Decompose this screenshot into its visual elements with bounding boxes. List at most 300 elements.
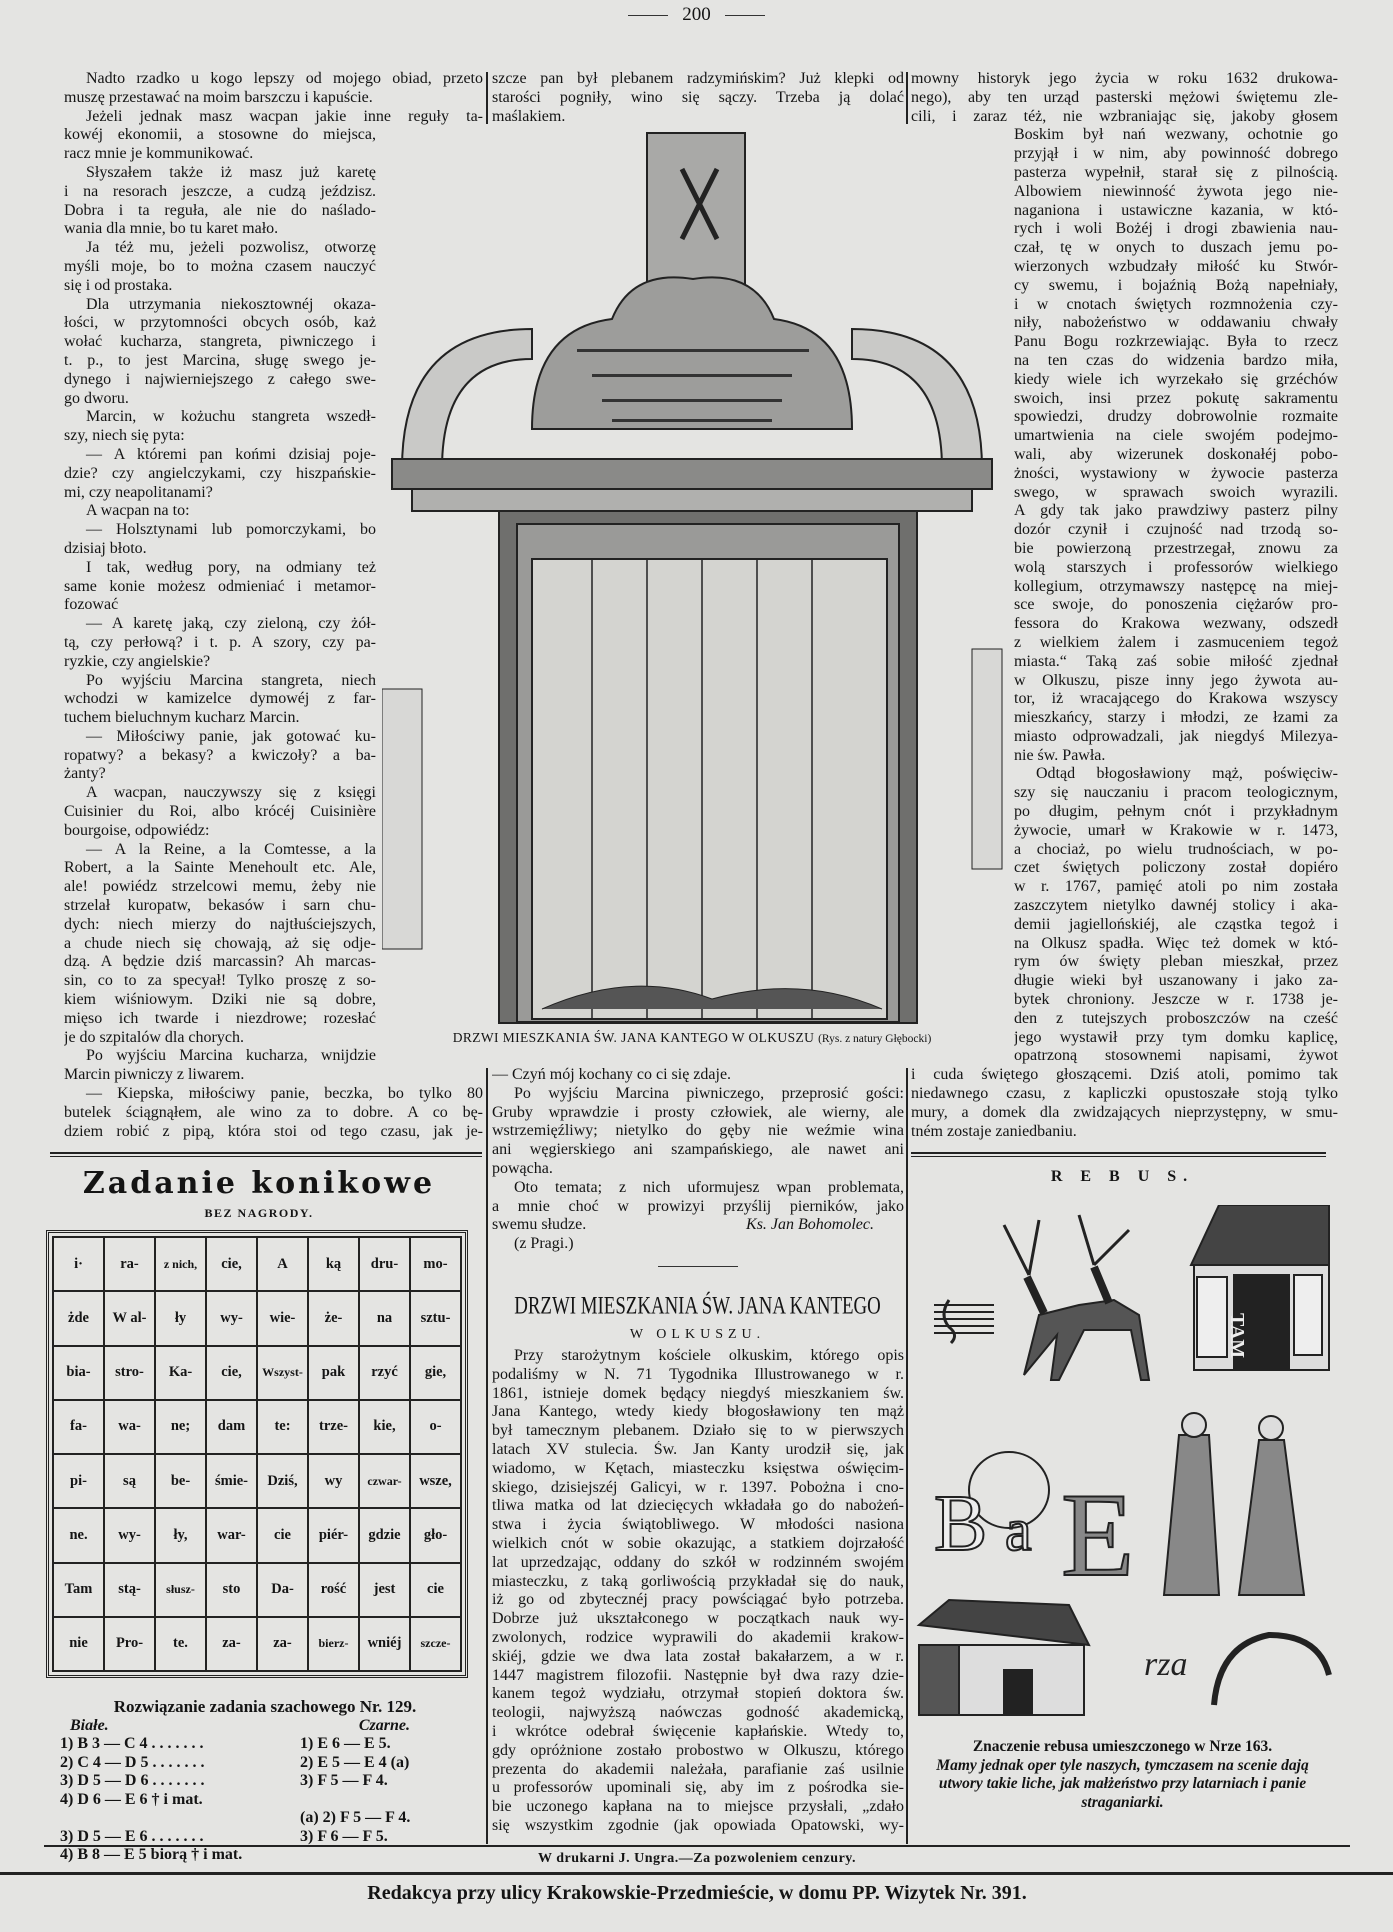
chess-move-white: 1) B 3 — C 4 . . . . . . . (60, 1735, 204, 1752)
editorial-address: Redakcya przy ulicy Krakowskie-Przedmieście, w domu PP. Wizytek Nr. 391. (367, 1882, 1027, 1904)
puzzle-cell: o- (410, 1400, 461, 1454)
paragraph (64, 239, 376, 295)
text-line: stwa i życia świątobliwego. W młodości nasiona (492, 1516, 904, 1534)
puzzle-row (53, 1237, 461, 1291)
puzzle-subtitle: BEZ NAGRODY. (204, 1206, 314, 1220)
column-rule (486, 1068, 488, 1844)
section-rule (911, 1156, 1326, 1157)
paragraph (492, 1179, 904, 1217)
paragraph (64, 446, 376, 502)
text-line: mi, czy neapolitanami? (64, 483, 213, 501)
chess-move-row (60, 1828, 470, 1847)
chess-move-black (300, 1791, 470, 1810)
rebus-suffix: rza (1144, 1646, 1188, 1683)
text-line: je do szpitalów dla chorych. (64, 1028, 244, 1046)
text-line: mięso ich twarde i niezdrowe; rozesłać (64, 1009, 376, 1027)
text-line: wolą starszych i professorów wielkiego (1014, 558, 1338, 576)
puzzle-cell: rzyć (359, 1346, 410, 1400)
text-line: rych i woli Bożéj i drogi zbawienia nau- (1014, 220, 1338, 238)
footer-rule (0, 1872, 1393, 1875)
paragraph (492, 1085, 904, 1179)
text-line: na Olkusz spadła. Więc też domek w któ- (1014, 934, 1338, 952)
middle-column-top (492, 70, 904, 126)
text-line: Dla utrzymania niekosztownéj okaza- (86, 295, 376, 313)
text-line: gdy opróżnione zostało probostwo w Olkuszu, którego (492, 1741, 904, 1759)
text-line: 1447 magistrem filozofii. Następnie był dwa razy dzie- (492, 1666, 904, 1684)
puzzle-cell: te: (257, 1400, 308, 1454)
chess-move-white: 2) C 4 — D 5 . . . . . . . (60, 1753, 205, 1771)
text-line: Nadto rzadko u kogo lepszy od mojego obiad, przeto (86, 70, 483, 87)
text-line: Robert, a la Sainte Menehoult etc. Ale, (64, 859, 376, 877)
text-line: czał, tę w onych to duszach jemu po- (1014, 239, 1338, 257)
puzzle-cell: pi- (53, 1454, 104, 1508)
closing-text: swemu słudze. (492, 1216, 587, 1234)
puzzle-cell: jest (359, 1563, 410, 1617)
paragraph (64, 841, 376, 1048)
text-line: racz mnie je kommunikować. (64, 145, 254, 163)
text-line: — A karetę jaką, czy zieloną, czy żół- (86, 615, 376, 633)
puzzle-cell: wy- (104, 1508, 155, 1562)
knight-puzzle-table (46, 1230, 468, 1678)
text-line: nego), aby ten urząd pasterski mężowi świętemu zle- (911, 88, 1338, 106)
text-line: szy, niech się pyta: (64, 427, 185, 445)
text-line: wierzonych wzbudzały miłość ku Stwór- (1014, 257, 1338, 275)
text-line: mury, a domek dla zwidzających nieprzystępny, w smu- (911, 1103, 1338, 1121)
text-line: powącha. (492, 1159, 553, 1177)
text-line: latach XV stulecia. Św. Jan Kanty urodził się, jak (492, 1440, 904, 1458)
left-column-wrapped-text (64, 126, 376, 1085)
text-line: w r. 1767, pamięć atoli po nim została (1014, 878, 1338, 896)
puzzle-cell: cie, (206, 1237, 257, 1291)
text-line: A gdy tak jako prawdziwy pasterz pilny (1014, 502, 1338, 520)
chess-move-black: 2) E 5 — E 4 (a) (300, 1753, 410, 1771)
text-line: Oto temata; z nich uformujesz wpan problemata, (514, 1178, 904, 1196)
white-label: Białe. (70, 1716, 109, 1734)
text-line: zwolonych, rodzice wyprawili do akademii krakow- (492, 1628, 904, 1646)
text-line: czet świętych policzony został dopiéro (1014, 859, 1338, 877)
text-line: — A la Reine, a la Comtesse, a la (86, 840, 376, 858)
text-line: kiem wiśniowym. Dziki nie są dobre, (64, 991, 376, 1009)
article-title: DRZWI MIESZKANIA ŚW. JANA KANTEGO (514, 1292, 881, 1319)
door-engraving (382, 129, 1004, 1028)
puzzle-cell: wy- (206, 1291, 257, 1345)
rebus-door-word: TAM (1226, 1313, 1248, 1359)
paragraph (64, 615, 376, 671)
puzzle-cell: śmie- (206, 1454, 257, 1508)
text-line: Odtąd błogosławiony mąż, poświęciw- (1036, 765, 1338, 783)
text-line: Albowiem niewinność żywota jego nie- (1014, 182, 1338, 200)
text-line: — Miłościwy panie, jak gotować ku- (86, 727, 376, 745)
puzzle-cell: cie, (206, 1346, 257, 1400)
text-line: się wszystkim zgodnie (jak opowiada Opatowski, wy- (492, 1816, 904, 1834)
text-line: Jana Kantego, wtedy kiedy błogosławiony ten mąż (492, 1403, 904, 1421)
text-line: starości pogniły, wino się sączy. Trzeba ją dolać (492, 88, 904, 106)
text-line: a mnie choć w prowizyi przyślij pierników, jako (492, 1197, 904, 1215)
text-line: swoich, insi przez pokutę sakramentu (1014, 389, 1338, 407)
text-line: sin, co to za specyał! Tylko proszę z so- (64, 972, 376, 990)
source-note: (z Pragi.) (514, 1235, 574, 1253)
text-line: niły, nabożeństwo w oddawaniu chwały (1014, 314, 1338, 332)
right-column-top-text (911, 70, 1338, 126)
text-line: bourgoise, odpowiédz: (64, 821, 210, 839)
text-line: maślakiem. (492, 107, 566, 125)
text-line: opatrzoną stosownemi napisami, żywot (1014, 1047, 1338, 1065)
text-line: prezenta do akademii należała, parafianie zaś usilnie (492, 1760, 904, 1778)
text-line: iż go od zbytecznéj pracy powściągać było potrzeba. (492, 1591, 904, 1609)
text-line: I tak, według pory, na odmiany też (86, 558, 376, 576)
column-rule (906, 72, 908, 124)
text-line: same konie możesz odmieniać i metamor- (64, 577, 376, 595)
paragraph (64, 126, 376, 164)
puzzle-cell: na (359, 1291, 410, 1345)
text-line: Boskim był nań wezwany, ochotnie go (1014, 126, 1338, 144)
text-line: jego wystawił przy tym domku kaplicę, (1014, 1028, 1338, 1046)
text-line: przyjął i w nim, aby powinność dobrego (1014, 145, 1338, 163)
text-line: mowny historyk jego życia w roku 1632 drukowa- (911, 70, 1338, 87)
text-line: — Czyń mój kochany co ci się zdaje. (492, 1066, 732, 1083)
puzzle-cell: sztu- (410, 1291, 461, 1345)
puzzle-cell: że- (308, 1291, 359, 1345)
text-line: den z tutejszych proboszczów na cześć (1014, 1009, 1338, 1027)
chess-move-row (60, 1754, 470, 1773)
text-line: dynego i najwierniejszego z całego swe- (64, 370, 376, 388)
puzzle-row (53, 1508, 461, 1562)
puzzle-cell: mo- (410, 1237, 461, 1291)
text-line: cy swemu, i bojaźnią Bożą napełniały, (1014, 276, 1338, 294)
puzzle-cell: żde (53, 1291, 104, 1345)
puzzle-cell: gdzie (359, 1508, 410, 1562)
head-icon (1214, 1635, 1329, 1705)
puzzle-cell: szcze- (410, 1617, 461, 1671)
chess-move-black: (a) 2) F 5 — F 4. (300, 1809, 411, 1826)
text-line: — A któremi pan końmi dzisiaj poje- (86, 445, 376, 463)
text-line: dzie? czy angielczykami, czy hiszpańskie- (64, 464, 376, 482)
text-line: dzisiaj błoto. (64, 539, 147, 557)
chess-move-white: 3) D 5 — D 6 . . . . . . . (60, 1772, 205, 1789)
right-column-bottom-text (911, 1066, 1338, 1141)
text-line: swego, w sprawach swoich wyrazili. (1014, 483, 1338, 501)
paragraph (64, 296, 376, 409)
text-line: Po wyjściu Marcina piwniczego, przeprosić gości: (514, 1084, 904, 1102)
puzzle-cell: słusz- (155, 1563, 206, 1617)
puzzle-cell: nie (53, 1617, 104, 1671)
text-line: demii jagiellońskiéj, ale cząstka tegoż i (1014, 915, 1338, 933)
text-line: wiadomo, w Kętach, miasteczku księstwa oświęcim- (492, 1459, 904, 1477)
text-line: strzelał kuropatw, bekasów i sarn chu- (64, 897, 376, 915)
article-body (492, 1347, 904, 1836)
puzzle-cell: wie- (257, 1291, 308, 1345)
text-line: bie powierzoną przestrzegał, znowu za (1014, 539, 1338, 557)
text-line: Dobrze już ukształconego w początkach nauk wy- (492, 1610, 904, 1628)
text-line: lat uprzedzając, oddany do szkół w rodzinném swojém (492, 1553, 904, 1571)
puzzle-row (53, 1617, 461, 1671)
paragraph (492, 70, 904, 126)
puzzle-cell: gło- (410, 1508, 461, 1562)
puzzle-cell: dam (206, 1400, 257, 1454)
text-line: żanty? (64, 765, 106, 783)
rebus-answer-heading: Znaczenie rebusa umieszczonego w Nrze 163. (972, 1738, 1273, 1755)
paragraph (492, 1066, 904, 1085)
text-line: ani węgierskiego ani szampańskiego, ale nawet ani (492, 1141, 904, 1159)
text-line: fozować (64, 596, 119, 614)
text-line: Panu Bogu rozkrzewiając. Była to rzecz (1014, 333, 1338, 351)
paragraph (64, 1047, 376, 1085)
wall-fragment (382, 689, 422, 949)
paragraph (1014, 765, 1338, 1066)
puzzle-cell: piér- (308, 1508, 359, 1562)
puzzle-cell: gie, (410, 1346, 461, 1400)
puzzle-cell: fa- (53, 1400, 104, 1454)
chess-move-row (60, 1809, 470, 1828)
text-line: spowiedzi, drudzy dobrowolnie rozmaite (1014, 408, 1338, 426)
chess-move-white: 3) D 5 — E 6 . . . . . . . (60, 1827, 204, 1845)
puzzle-cell: dru- (359, 1237, 410, 1291)
footer-rule (44, 1845, 1350, 1847)
puzzle-cell: sto (206, 1563, 257, 1617)
text-line: szcze pan był plebanem radzymińskim? Już klepki od (492, 70, 904, 87)
left-column-bottom-text (64, 1085, 483, 1141)
text-line: dziem robić z pipą, która stoi od tego czasu, jak je- (64, 1122, 483, 1140)
middle-column-letter-end (492, 1066, 904, 1267)
puzzle-cell: stro- (104, 1346, 155, 1400)
puzzle-cell: cie (257, 1508, 308, 1562)
text-line: t. p., to jest Marcina, sługę swego je- (64, 351, 376, 369)
text-line: skiego, dzisiejszéj Galicyi, w r. 1397. Pobożna i cno- (492, 1478, 904, 1496)
music-staff-icon (934, 1300, 994, 1343)
text-line: sce swoje, do ponoszenia ciężarów pro- (1014, 596, 1338, 614)
puzzle-cell: są (104, 1454, 155, 1508)
puzzle-cell: be- (155, 1454, 206, 1508)
chess-move-white: 4) B 8 — E 5 biorą † i mat. (60, 1846, 243, 1863)
puzzle-cell: rość (308, 1563, 359, 1617)
puzzle-cell: ne. (53, 1508, 104, 1562)
text-line: i na resorach jeszcze, a cudzą jeździsz. (64, 182, 376, 200)
text-line: wchodzi w kamizelce dymowéj z far- (64, 690, 376, 708)
puzzle-cell: te. (155, 1617, 206, 1671)
text-line: i cuda świętego głoszącemi. Dziś atoli, pomimo tak (911, 1066, 1338, 1084)
text-line: ropatwy? a bekasy? a kwiczoły? a ba- (64, 746, 376, 764)
puzzle-title: Zadanie konikowe (82, 1166, 436, 1201)
paragraph (492, 1347, 904, 1836)
text-line: długie wieki był uszanowany i jako za- (1014, 972, 1338, 990)
paragraph (64, 408, 376, 446)
puzzle-cell: cie (410, 1563, 461, 1617)
rebus-title: R E B U S. (1050, 1168, 1195, 1185)
puzzle-row (53, 1400, 461, 1454)
text-line: A wacpan na to: (86, 502, 190, 520)
text-line: się i od prostaka. (64, 276, 173, 294)
text-line: Po wyjściu Marcina stangreta, niech (86, 671, 376, 689)
printer-note: W drukarni J. Ungra.—Za pozwoleniem cenzury. (537, 1851, 857, 1866)
text-line: — Kiepska, miłościwy panie, beczka, bo tylko 80 (86, 1085, 483, 1103)
text-line: pasterza wypełnił, starał się z pilnością. (1014, 163, 1338, 181)
text-line: Jeżeli jednak masz wacpan jakie inne reguły ta- (86, 107, 483, 125)
puzzle-cell: kie, (359, 1400, 410, 1454)
text-line: zaszczytem nietylko dawnéj stolicy i aka- (1014, 897, 1338, 915)
puzzle-cell: i· (53, 1237, 104, 1291)
puzzle-cell: Pro- (104, 1617, 155, 1671)
text-line: miasteczku, z taką gorliwością przykładał się do nauk, (492, 1572, 904, 1590)
text-line: Cuisinier du Roi, albo krócéj Cuisinière (64, 803, 376, 821)
chess-move-row (60, 1772, 470, 1791)
paragraph (64, 164, 376, 239)
section-rule (911, 1152, 1326, 1154)
puzzle-row (53, 1454, 461, 1508)
puzzle-row (53, 1563, 461, 1617)
text-line: tuchem bieluchnym kucharz Marcin. (64, 709, 300, 727)
text-line: Marcin piwniczy z liwarem. (64, 1066, 245, 1084)
puzzle-cell: wniéj (359, 1617, 410, 1671)
text-line: miasto odprowadzali, jak niegdyś Milezya- (1014, 727, 1338, 745)
puzzle-cell: bia- (53, 1346, 104, 1400)
puzzle-cell: ły, (155, 1508, 206, 1562)
text-line: teologii, najwyższą naówczas godność akademicką, (492, 1704, 904, 1722)
middle-column-top-text (492, 70, 904, 126)
chess-move-white (60, 1809, 300, 1828)
text-line: cili, i zaraz téż, nie wzbraniając się, jakoby głosem (911, 107, 1338, 125)
puzzle-cell: wsze, (410, 1454, 461, 1508)
text-line: dozór czynił i czujność nad trzodą so- (1014, 521, 1338, 539)
text-line: bie uczonego kapłana na to miejsce przysłali, „zdało (492, 1798, 904, 1816)
paragraph (64, 728, 376, 784)
rebus-letter-b: B (934, 1480, 988, 1568)
text-line: wania dla mnie, bo tu karet mało. (64, 220, 279, 238)
puzzle-row (53, 1346, 461, 1400)
puzzle-cell: za- (206, 1617, 257, 1671)
chess-move-black: 3) F 5 — F 4. (300, 1772, 388, 1789)
puzzle-cell: Da- (257, 1563, 308, 1617)
text-line: 1861, istnieje domek będący niegdyś mieszkaniem św. (492, 1384, 904, 1402)
text-line: niedawnego czasu, z kapliczki opustoszałe stoją tylko (911, 1085, 1338, 1103)
puzzle-cell: ne; (155, 1400, 206, 1454)
text-line: Ja téż mu, jeżeli pozwolisz, otworzę (86, 239, 376, 257)
rebus-letter-a: a (1005, 1497, 1032, 1563)
text-line: Gruby wprawdzie i prosty człowiek, ale wierny, ale (492, 1103, 904, 1121)
chess-move-row (60, 1735, 470, 1754)
chess-solution (60, 1698, 470, 1865)
text-line: butelek ściągnąłem, ale wino za to dobre. A co bę- (64, 1103, 483, 1121)
text-line: a chude niech się chowają, aż się odje- (64, 934, 376, 952)
paragraph (64, 502, 376, 521)
text-line: Słyszałem także iż masz już karetę (86, 163, 376, 181)
rebus-letter-e: E (1061, 1468, 1135, 1601)
puzzle-cell: ły (155, 1291, 206, 1345)
puzzle-cell: Ka- (155, 1346, 206, 1400)
text-line: łości, w przytomności obcych osób, każ (64, 314, 376, 332)
puzzle-cell: stą- (104, 1563, 155, 1617)
text-line: z wielkiem żalem i zasmuceniem tegoż (1014, 633, 1338, 651)
text-line: tliwa matka od lat dziecięcych wkładała go do nabożeń- (492, 1497, 904, 1515)
article-body-text (492, 1347, 904, 1836)
puzzle-cell: wa- (104, 1400, 155, 1454)
text-line: fessora do Krakowa wezwany, odszedł (1014, 615, 1338, 633)
text-line: kiedy wiele ich wyrzekało się grzéchów (1014, 370, 1338, 388)
paragraph (64, 70, 483, 108)
text-line: muszę przestawać na moim barszczu i kapuście. (64, 88, 373, 106)
text-line: a chociaż, po wielu trudnościach, w po- (1014, 840, 1338, 858)
text-line: skiéj, gdzie we dwa lata został bakałarzem, a w r. (492, 1647, 904, 1665)
paragraph (64, 108, 483, 127)
text-line: dzą. A będzie dziś marcassin? Ah marcas- (64, 953, 376, 971)
text-line: ryzkie, czy angielskie? (64, 652, 211, 670)
text-line: wali, aby wizerunek doskonałéj pobo- (1014, 445, 1338, 463)
text-line: w Olkuszu, pisze inny jego żywota au- (1014, 671, 1338, 689)
deer-icon (1004, 1215, 1149, 1380)
left-scroll (402, 329, 532, 469)
text-line: go dworu. (64, 389, 129, 407)
door-planks (532, 559, 887, 1019)
short-rule (658, 1266, 738, 1268)
paragraph (64, 521, 376, 559)
column-rule (906, 1068, 908, 1844)
paragraph (1014, 126, 1338, 765)
puzzle-cell: trze- (308, 1400, 359, 1454)
section-rule (50, 1152, 482, 1154)
text-line: ale! powiédz strzelcowi memu, żeby nie (64, 878, 376, 896)
text-line: tném zostaje zaniedbaniu. (911, 1122, 1077, 1140)
cottage-icon (919, 1600, 1089, 1715)
page-number (0, 4, 1393, 26)
closing-line (492, 1216, 904, 1235)
puzzle-cell: Wszyst- (257, 1346, 308, 1400)
rebus-answer (909, 1738, 1336, 1812)
puzzle-cell: z nich, (155, 1237, 206, 1291)
right-scroll (852, 329, 982, 469)
puzzle-cell: war- (206, 1508, 257, 1562)
text-line: nie św. Pawła. (1014, 746, 1106, 764)
text-line: rym ów święty pleban mieszkał, przez (1014, 953, 1338, 971)
column-rule (486, 72, 488, 124)
text-line: szy się nauczaniu i pracom teologicznym, (1014, 784, 1338, 802)
text-line: żywocie, umarł w Krakowie w r. 1473, (1014, 821, 1338, 839)
rebus-answer-text: Mamy jednak oper tyle naszych, tymczasem na scenie dają utwory takie liche, jak małżeństwo przy latarniach i panie straganiarki. (936, 1756, 1309, 1811)
text-line: u professorów upominali się, aby im z pośrodka sie- (492, 1779, 904, 1797)
paragraph (911, 70, 1338, 126)
text-line: dych: niech mierzy do najtłuściejszych, (64, 915, 376, 933)
text-line: A wacpan, nauczywszy się z księgi (86, 784, 376, 802)
page-number-text: 200 (682, 4, 711, 25)
rebus-picture (909, 1205, 1336, 1725)
right-column-wrapped-text (1014, 126, 1338, 1066)
left-column-top-text (64, 70, 483, 126)
puzzle-cell: za- (257, 1617, 308, 1671)
text-line: — Holsztynami lub pomorczykami, bo (86, 521, 376, 539)
puzzle-cell: W al- (104, 1291, 155, 1345)
text-line: podaliśmy w N. 71 Tygodnika Illustrowanego w r. (492, 1365, 904, 1383)
chess-move-white: 4) D 6 — E 6 † i mat. (60, 1790, 203, 1808)
text-line: kowéj ekonomii, a stosowne do miejsca, (64, 126, 376, 144)
house-with-woman-icon (1191, 1205, 1329, 1370)
inscription-cartouche (532, 277, 852, 429)
black-label: Czarne. (358, 1716, 410, 1734)
text-line: Przy starożytnym kościele olkuskim, którego opis (514, 1347, 904, 1364)
text-line: i w cnotach świętych rozmnożenia czy- (1014, 295, 1338, 313)
text-line: tą, czy perłową? i t. p. A szory, czy pa- (64, 633, 376, 651)
puzzle-cell: bierz- (308, 1617, 359, 1671)
text-line: umartwienia na ciele swojém podejmo- (1014, 427, 1338, 445)
puzzle-cell: pak (308, 1346, 359, 1400)
text-line: na ten czas do widzenia bardzo miła, (1014, 351, 1338, 369)
letter-ending-text (492, 1066, 904, 1216)
illustration-caption (372, 1030, 1012, 1046)
text-line: po długim, pełnym cnót i przykładnym (1014, 803, 1338, 821)
caption-credit: (Rys. z natury Głębocki) (818, 1033, 932, 1045)
author-signature: Ks. Jan Bohomolec. (746, 1216, 874, 1234)
text-line: Po wyjściu Marcina kucharza, wnijdzie (86, 1047, 376, 1065)
paragraph (64, 1085, 483, 1141)
puzzle-row (53, 1291, 461, 1345)
text-line: myśli moje, bo to można czasem nauczyć (64, 257, 376, 275)
